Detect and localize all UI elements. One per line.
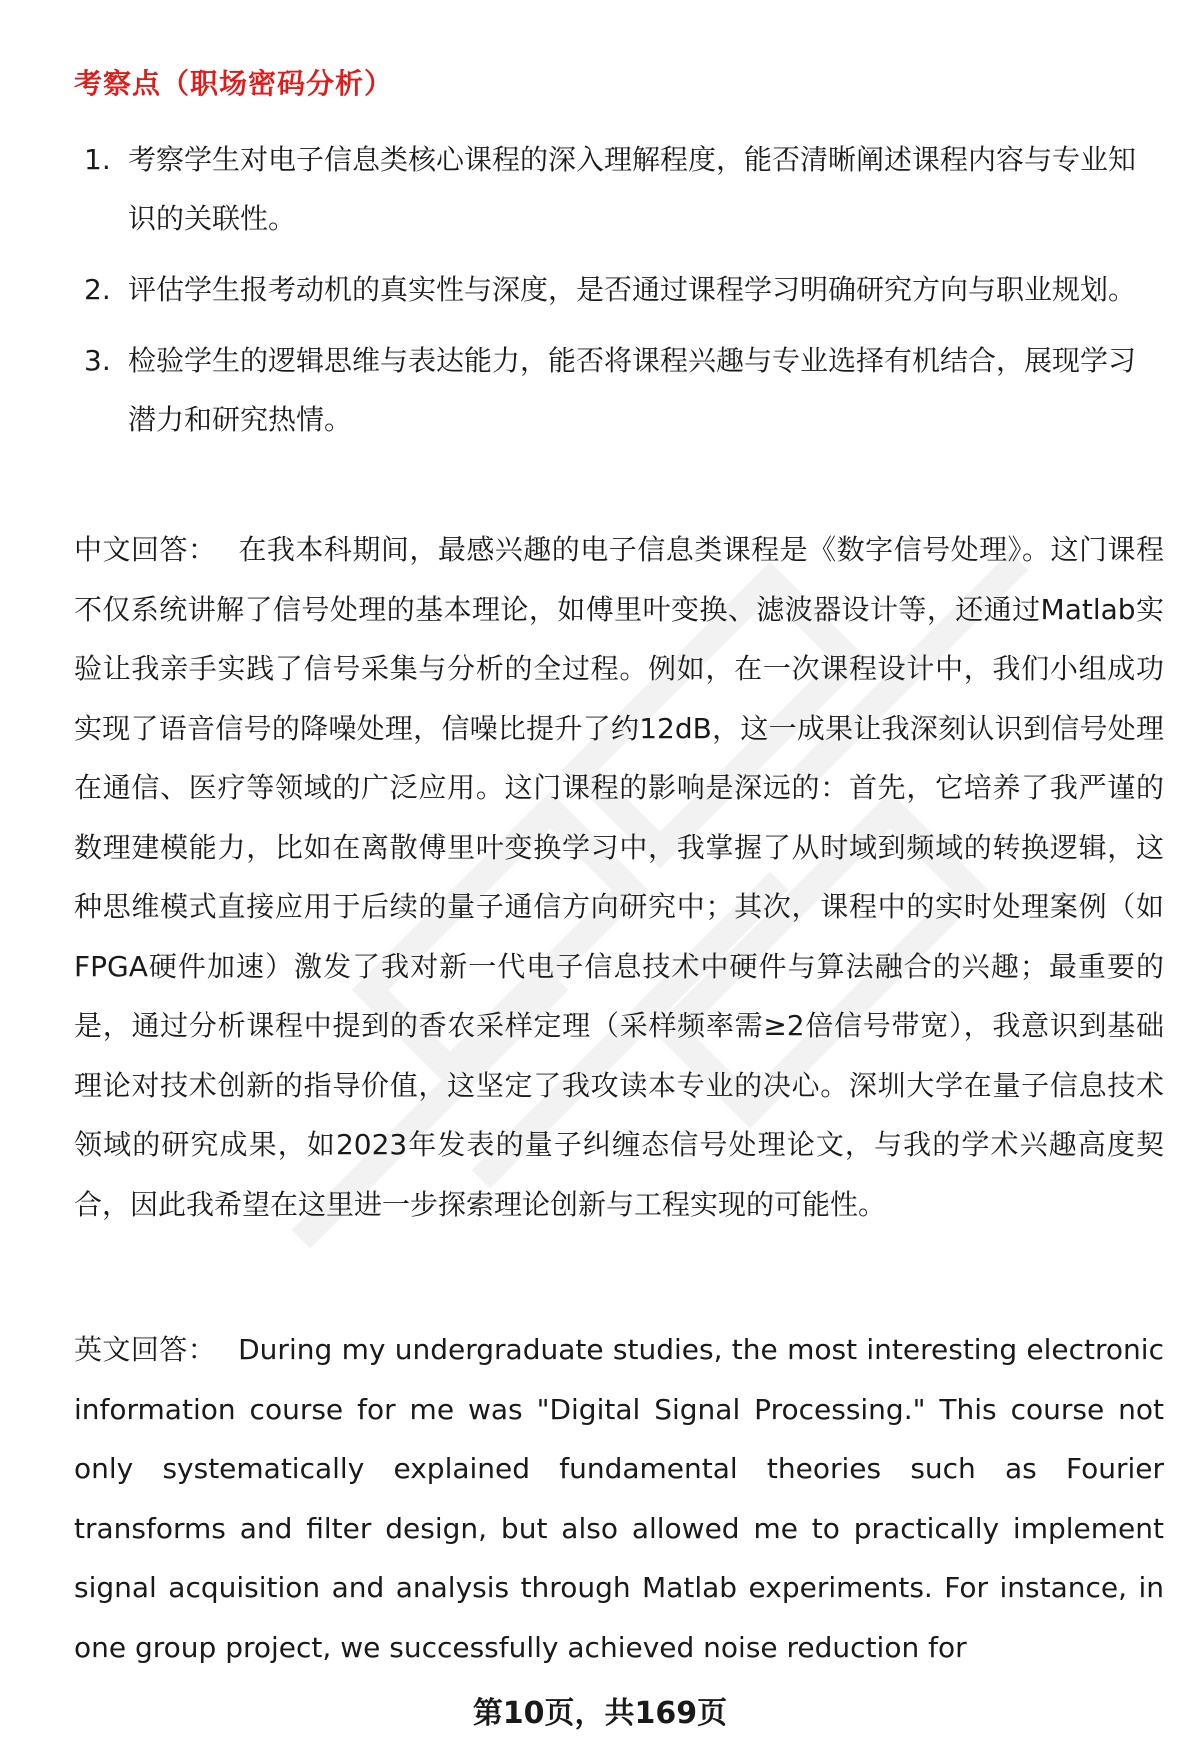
list-item bbox=[74, 130, 1154, 248]
list-item-number: 1. bbox=[84, 143, 111, 176]
section-title: 考察点（职场密码分析） bbox=[74, 67, 394, 100]
list-item-number: 2. bbox=[84, 273, 111, 306]
english-answer-paragraph bbox=[74, 1320, 1164, 1677]
list-item-number: 3. bbox=[84, 344, 111, 377]
list-item bbox=[74, 331, 1154, 449]
list-item-text: 考察学生对电子信息类核心课程的深入理解程度，能否清晰阐述课程内容与专业知识的关联性。 bbox=[128, 143, 1137, 235]
page-number-footer: 第10页，共169页 bbox=[472, 1696, 728, 1731]
chinese-answer-paragraph bbox=[74, 520, 1164, 1234]
assessment-points-list bbox=[74, 130, 1154, 461]
chinese-answer-text: 在我本科期间，最感兴趣的电子信息类课程是《数字信号处理》。这门课程不仅系统讲解了信号处理的基本理论，如傅里叶变换、滤波器设计等，还通过Matlab实验让我亲手实践了信号采集与分析的全过程。例如，在一次课程设计中，我们小组成功实现了语音信号的降噪处理，信噪比提升了约12dB，这一成果让我深刻认识到信号处理在通信、医疗等领域的广泛应用。这门课程的影响是深远的：首先，它培养了我严谨的数理建模能力，比如在离散傅里叶变换学习中，我掌握了从时域到频域的转换逻辑，这种思维模式直接应用于后续的量子通信方向研究中；其次，课程中的实时处理案例（如FPGA硬件加速）激发了我对新一代电子信息技术中硬件与算法融合的兴趣；最重要的是，通过分析课程中提到的香农采样定理（采样频率需≥2倍信号带宽），我意识到基础理论对技术创新的指导价值，这坚定了我攻读本专业的决心。深圳大学在量子信息技术领域的研究成果，如2023年发表的量子纠缠态信号处理论文，与我的学术兴趣高度契合，因此我希望在这里进一步探索理论创新与工程实现的可能性。 bbox=[74, 533, 1164, 1221]
english-answer-text: During my undergraduate studies, the most interesting electronic information course for me was "Digital Signal Processing." This course not only systematically explained fundamental theories such as Fourier transforms and filter design, but also allowed me to practically implement signal acquisition and analysis through Matlab experiments. For instance, in one group project, we successfully achieved noise reduction for bbox=[74, 1333, 1164, 1664]
list-item bbox=[74, 260, 1154, 319]
chinese-answer-label: 中文回答： bbox=[74, 533, 217, 566]
list-item-text: 检验学生的逻辑思维与表达能力，能否将课程兴趣与专业选择有机结合，展现学习潜力和研究热情。 bbox=[128, 344, 1137, 436]
english-answer-label: 英文回答： bbox=[74, 1333, 217, 1366]
list-item-text: 评估学生报考动机的真实性与深度，是否通过课程学习明确研究方向与职业规划。 bbox=[128, 273, 1137, 306]
